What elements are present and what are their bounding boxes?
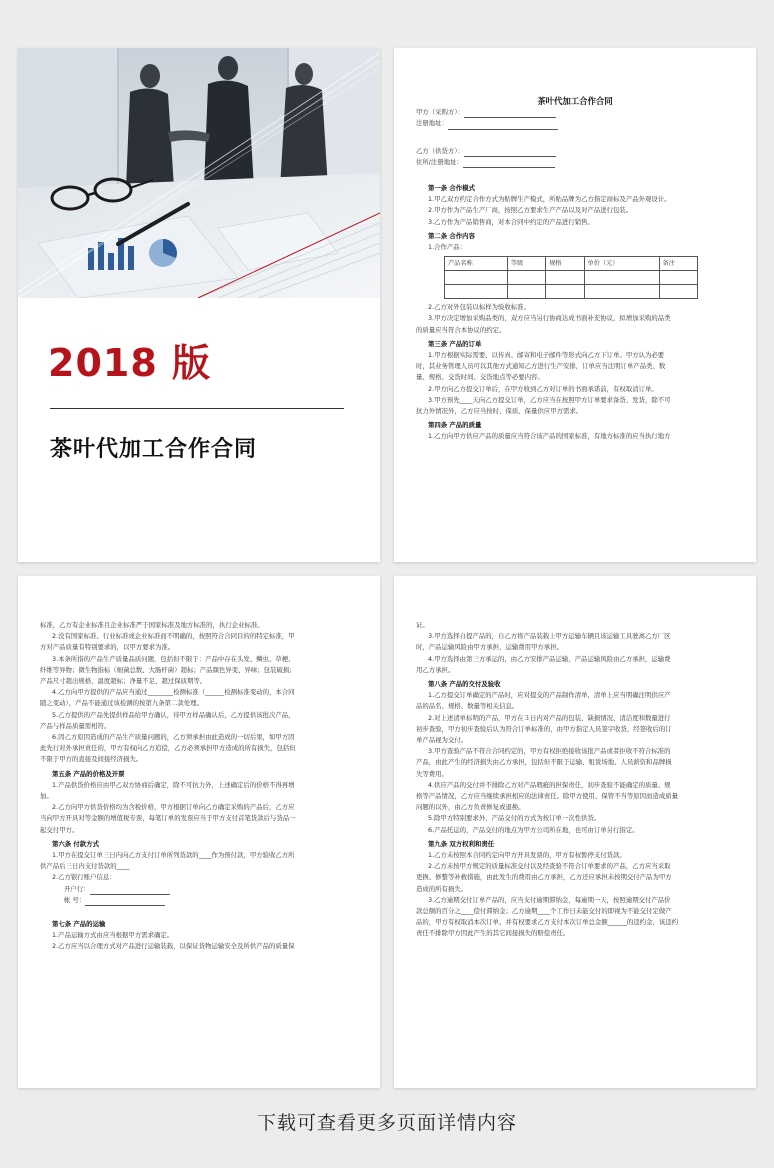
product-table — [444, 256, 698, 299]
table-header-cell: 单价（元） — [584, 257, 659, 271]
paragraph: 2.对上述清单标明的产品，甲方在３日内对产品的包装、缺损情况、清洁度和数量进行 — [428, 713, 671, 722]
paragraph: 品的品名、规格、数量等相关信息。 — [416, 702, 519, 711]
contract-title: 茶叶代加工合作合同 — [537, 96, 613, 106]
paragraph: 产品尺寸超出规格、温度超标；净量不足、超过保质期等。 — [40, 677, 207, 686]
paragraph: 3.甲方预先____天向乙方提交订单，乙方应当在按照甲方订单要求备货、发货，除不可 — [428, 395, 671, 404]
cover-year-label: 2018 版 — [48, 341, 211, 385]
contract-page-1 — [394, 48, 756, 562]
paragraph: 2.乙方应当以合理方式对产品进行运输装载，以保证货物运输安全及所供产品的质量保 — [52, 942, 295, 951]
paragraph: 款总额的百分之____偿付滞纳金；乙方逾期____个工作日未能交付的即视为不能交付定做产 — [416, 907, 672, 916]
table-header-cell: 等级 — [507, 257, 545, 271]
paragraph: 2.乙方向甲方供货价格均为含税价格，甲方根据订单向乙方确定采购的产品后，乙方应 — [52, 803, 295, 812]
paragraph: 产品与样品质量需相符。 — [40, 721, 111, 730]
paragraph: 3.甲方查验产品不符合合同约定的，甲方有权拒绝接收该批产品或者拒收不符合标准的 — [428, 747, 671, 756]
paragraph: 供产品后三日内支付货款的____ — [40, 862, 130, 871]
paragraph: 6.因乙方原因造成的产品生产质量问题的，乙方须承担由此造成的一切后果，如甲方因 — [52, 733, 295, 742]
paragraph: 1.甲方根据实际需要，以传真、邮寄和电子邮件等形式向乙方下订单。甲方认为必要 — [428, 351, 665, 360]
table-header-cell: 规格 — [546, 257, 584, 271]
paragraph: 3.甲方选择自提产品的，自乙方将产品装载上甲方运输车辆且该运输工具驶离乙方厂区 — [428, 632, 671, 641]
paragraph: 责任不排除甲方因此产生的其它间接损失的赔偿责任。 — [416, 929, 570, 938]
paragraph: 用乙方承担。 — [416, 665, 455, 674]
paragraph: 产品，由此产生的经济损失由乙方承担，包括但不限于运输、租赁场地、人员薪资和品牌损 — [416, 758, 672, 767]
paragraph: 起交付甲方。 — [40, 825, 79, 834]
section-7-title: 第七条 产品的运输 — [52, 920, 106, 929]
paragraph: 时，其业务管理人员可以其他方式通知乙方进行生产安排，订单应当注明订单产品类、数 — [416, 362, 666, 371]
paragraph: 1.乙方未按照本合同约定向甲方开具发票的，甲方有权暂停支付货款。 — [428, 851, 626, 860]
paragraph: 1.产品运输方式由应当根据甲方需求确定。 — [52, 931, 174, 940]
download-more-link[interactable]: 下载可查看更多页面详情内容 — [256, 1112, 517, 1134]
paragraph: 3.乙方作为产品销售商，对本合同中约定的产品进行销售。 — [428, 217, 594, 226]
paragraph: 2.乙方未按甲方规定的质量标准交付以及经查验不符合订单要求的产品，乙方应当采取 — [428, 862, 671, 871]
paragraph: 2.乙方对外包装以标样为验收标准。 — [428, 303, 530, 312]
paragraph: 1.乙方提交订单确定的产品时，应对提交的产品制作清单，清单上应当明确注明供应产 — [428, 691, 671, 700]
paragraph: 抗力外情况外，乙方应当按时、保质、保量供应甲方需求。 — [416, 407, 583, 416]
table-row — [445, 285, 698, 299]
paragraph: 造成的所有损失。 — [416, 884, 468, 893]
paragraph: 2.甲方作为产品生产厂商，按照乙方要求生产产品以及对产品进行包装。 — [428, 206, 633, 215]
section-1-title: 第一条 合作模式 — [428, 184, 475, 193]
party-a-address-field: 注册地址： — [416, 118, 734, 129]
paragraph: 1.合作产品： — [428, 243, 467, 252]
table-row — [445, 271, 698, 285]
paragraph: 纤维等异物；微生物指标（细菌总数、大肠杆菌）超标；产品颜色异变、异味；包装破损； — [40, 665, 296, 674]
section-3-title: 第三条 产品的订单 — [428, 339, 482, 348]
paragraph: 初步查验，甲方初步查验后认为符合订单标准的，由甲方指定人员签字收货，经签收后的订 — [416, 724, 672, 733]
paragraph: 失等费用。 — [416, 769, 448, 778]
paragraph: 问题的以外，由乙方负责修复或退换。 — [416, 803, 525, 812]
bank-name-field: 开户行： — [40, 884, 358, 895]
bank-account-field: 帐 号： — [40, 895, 358, 906]
table-header-row — [445, 257, 698, 271]
paragraph: 4.供应产品的交付并不排除乙方对产品瑕疵的担保责任，初步查验不能确定的质量、规 — [428, 780, 671, 789]
paragraph: 2.乙方银行账户信息： — [52, 873, 116, 882]
paragraph: 3.乙方逾期交付订单产品的，应当支付逾期滞纳金，每逾期一天，按照逾期交付产品价 — [428, 895, 671, 904]
party-b-field: 乙方（供货方）： — [416, 146, 734, 157]
paragraph: 不限于甲方的直接及间接经济损失。 — [40, 755, 143, 764]
paragraph: 证。 — [416, 621, 429, 629]
paragraph: 格等产品情况，乙方应当继续承担相应的法律责任。除甲方使用、保管不当等原因而造成质量 — [416, 792, 679, 801]
cover-page — [18, 48, 380, 562]
paragraph: 时，产品运输风险由甲方承担，运输费用甲方承担。 — [416, 643, 563, 652]
section-2-title: 第二条 合作内容 — [428, 231, 475, 240]
paragraph: 的质量应当符合本协议的约定。 — [416, 325, 506, 334]
section-8-title: 第八条 产品的交付及验收 — [428, 680, 501, 689]
contract-page-3 — [394, 576, 756, 1088]
paragraph: 1.甲乙双方约定合作方式为贴牌生产模式，所贴品牌为乙方指定商标及产品外观设计。 — [428, 195, 671, 204]
paragraph: 更换、修整等补救措施，由此发生的费用由乙方承担，乙方还应承担未按期交付产品为甲方 — [416, 873, 672, 882]
paragraph: 当向甲方开具对等金额的增值税专票，每笔订单的发票应当于甲方支付首笔货款后与货品一 — [40, 814, 296, 823]
paragraph: 随之变动），产品不能通过该检测的按第九条第二款处理。 — [40, 699, 203, 708]
paragraph: 方对产品质量有特别要求的，以甲方要求为准。 — [40, 643, 175, 652]
paragraph: 加。 — [40, 792, 53, 801]
paragraph: 单产品视为交付。 — [416, 736, 468, 745]
contract-page-2 — [18, 576, 380, 1088]
party-b-address-field: 住所/注册地址： — [416, 157, 734, 168]
paragraph: 2.甲方向乙方提交订单后，在甲方收到乙方对订单的书面承诺前，有权取消订单。 — [428, 384, 658, 393]
paragraph: 2.没有国家标准、行业标准或企业标准而不明确的，按照符合合同目的的特定标准，甲 — [52, 632, 295, 641]
paragraph: 4.乙方向甲方提供的产品应当通过________检测标准（______检测标准变动的，本合同 — [52, 688, 295, 697]
paragraph: 标准，乙方有企业标准且企业标准严于国家标准及地方标准的，执行企业标准。 — [40, 621, 264, 629]
cover-divider — [50, 408, 344, 409]
paragraph: 4.甲方选择由第三方承运的，由乙方安排产品运输，产品运输风险由乙方承担，运输费 — [428, 654, 671, 663]
section-4-title: 第四条 产品的质量 — [428, 421, 482, 430]
paragraph: 3.甲方决定增加采购品类的，双方应当另行协商达成书面补充协议，拟增加采购的品类 — [428, 314, 671, 323]
table-header-cell: 备注 — [659, 257, 697, 271]
party-a-field: 甲方（采购方）： — [416, 107, 734, 118]
paragraph: 品的，甲方有权取消本次订单，并有权要求乙方支付本次订单总金额______的违约金，该违约 — [416, 918, 679, 927]
section-9-title: 第九条 双方权利和责任 — [428, 839, 495, 848]
paragraph: 1.乙方向甲方供应产品的质量应当符合该产品的国家标准，有地方标准的应当执行地方 — [428, 432, 671, 441]
cover-title: 茶叶代加工合作合同 — [50, 437, 258, 462]
business-handshake-photo — [18, 48, 380, 298]
table-header-cell: 产品名称 — [445, 257, 508, 271]
paragraph: 5.乙方提供的产品先提供样品给甲方确认，待甲方样品确认后，乙方提供该批次产品， — [52, 710, 295, 719]
paragraph: 1.产品供货价格应由甲乙双方协商后确定，除不可抗力外，上述确定后的价格不得再增 — [52, 780, 295, 789]
paragraph: 3.本条所指的产品生产质量品质问题，包括但不限于：产品中存在头发、鳞虫、草梗、 — [52, 654, 295, 663]
section-5-title: 第五条 产品的价格及开票 — [52, 769, 125, 778]
paragraph: 1.甲方在提交订单三日内向乙方支付订单所列货款的____作为预付款，甲方验收乙方所 — [52, 851, 295, 860]
paragraph: 6.产品托运的，产品交付的地点为甲方公司所在地，也可由订单另行指定。 — [428, 825, 639, 834]
section-6-title: 第六条 付款方式 — [52, 839, 99, 848]
paragraph: 此先行对外承担责任的，甲方有权向乙方追偿，乙方必须承担甲方造成的所有损失，包括但 — [40, 744, 296, 753]
paragraph: 量、规格、交货时间、交货地点等必要内容。 — [416, 373, 544, 382]
paragraph: 5.除甲方特别要求外，产品交付的方式为按订单一次性供货。 — [428, 814, 601, 823]
